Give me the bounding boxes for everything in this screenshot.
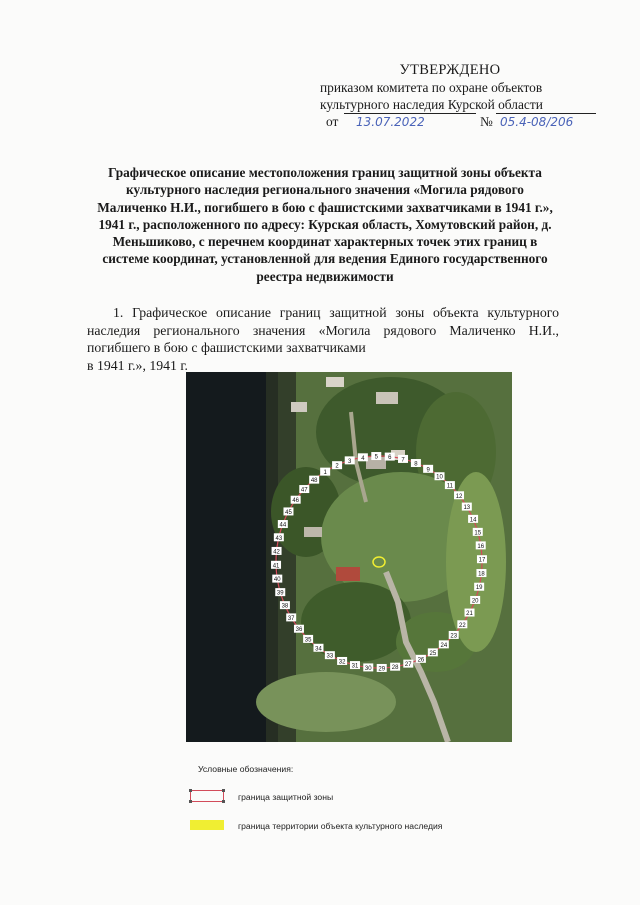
boundary-point-label: 25 bbox=[429, 650, 437, 657]
paragraph-last-line: в 1941 г.», 1941 г. bbox=[87, 357, 188, 373]
boundary-point-label: 39 bbox=[276, 590, 284, 597]
boundary-point-label: 7 bbox=[401, 457, 405, 464]
approval-stamp bbox=[300, 62, 600, 131]
boundary-point-label: 23 bbox=[450, 633, 458, 640]
boundary-point-label: 1 bbox=[323, 470, 327, 477]
boundary-point-label: 47 bbox=[300, 487, 308, 494]
boundary-point-label: 13 bbox=[463, 505, 471, 512]
boundary-point-label: 48 bbox=[310, 478, 318, 485]
boundary-point-label: 18 bbox=[478, 571, 485, 578]
boundary-point-label: 8 bbox=[414, 461, 418, 468]
boundary-point-label: 33 bbox=[326, 653, 334, 660]
date-handwritten: 13.07.2022 bbox=[356, 115, 425, 129]
satellite-map bbox=[186, 372, 512, 742]
boundary-point-label: 29 bbox=[378, 666, 386, 673]
boundary-point-label: 36 bbox=[295, 627, 303, 634]
boundary-point-label: 44 bbox=[279, 522, 287, 529]
boundary-point-label: 24 bbox=[440, 642, 448, 649]
boundary-point-label: 42 bbox=[273, 549, 280, 556]
boundary-point-label: 41 bbox=[272, 563, 280, 570]
legend-item-heritage-boundary: граница территории объекта культурного наследия bbox=[238, 821, 443, 831]
boundary-point-label: 5 bbox=[374, 454, 378, 461]
boundary-point-label: 20 bbox=[471, 598, 479, 605]
boundary-point-label: 14 bbox=[469, 517, 477, 524]
boundary-point-label: 2 bbox=[335, 463, 339, 470]
boundary-point-label: 30 bbox=[364, 665, 372, 672]
boundary-point-label: 21 bbox=[466, 611, 473, 618]
boundary-point-label: 6 bbox=[388, 455, 392, 462]
section-1-paragraph bbox=[87, 304, 559, 374]
boundary-point-label: 11 bbox=[446, 483, 454, 490]
heritage-boundary-swatch bbox=[190, 820, 224, 830]
boundary-point-label: 9 bbox=[426, 467, 430, 474]
legend-title: Условные обозначения: bbox=[198, 764, 294, 774]
boundary-point-label: 12 bbox=[455, 493, 463, 500]
approval-date-line bbox=[300, 113, 600, 131]
approval-line-2: культурного наследия Курской области bbox=[320, 97, 543, 112]
boundary-point-label: 37 bbox=[287, 615, 295, 622]
legend-item-zone-boundary: граница защитной зоны bbox=[238, 792, 334, 802]
document-heading: Графическое описание местоположения границ защитной зоны объекта культурного наследия регионального значения «Могила рядового Маличенко Н.И., погибшего в бою с фашистскими захватчиками в 1941 г.», 1941 г., расположенного по адресу: Курская область, Хомутовский район, д. Меньшиково, с перечнем координат характерных точек этих границ в системе координат, установленной для ведения Единого государственного реестра недвижимости bbox=[97, 165, 553, 284]
boundary-point-label: 17 bbox=[478, 557, 486, 564]
boundary-point-label: 34 bbox=[315, 646, 322, 653]
boundary-point-label: 45 bbox=[285, 509, 292, 516]
date-underline bbox=[344, 113, 476, 114]
zone-boundary-swatch bbox=[190, 790, 224, 802]
approval-title: УТВЕРЖДЕНО bbox=[399, 62, 501, 78]
number-underline bbox=[496, 113, 596, 114]
boundary-point-label: 31 bbox=[351, 663, 359, 670]
boundary-point-label: 10 bbox=[436, 474, 443, 481]
boundary-point-label: 4 bbox=[361, 455, 365, 462]
boundary-point-label: 40 bbox=[273, 577, 281, 584]
boundary-point-label: 27 bbox=[404, 662, 412, 669]
boundary-point-label: 38 bbox=[281, 603, 289, 610]
number-prefix: № bbox=[480, 114, 493, 129]
boundary-point-label: 22 bbox=[458, 622, 466, 629]
approval-line-1: приказом комитета по охране объектов bbox=[320, 80, 543, 95]
boundary-point-label: 43 bbox=[275, 535, 283, 542]
boundary-point-label: 32 bbox=[338, 659, 346, 666]
paragraph-text: 1. Графическое описание границ защитной зоны объекта культурного наследия регионального значения «Могила рядового Маличенко Н.И., погибшего в бою с фашистскими захватчиками bbox=[87, 305, 559, 355]
boundary-point-label: 46 bbox=[292, 498, 300, 505]
boundary-point-label: 28 bbox=[391, 665, 399, 672]
boundary-point-label: 16 bbox=[477, 543, 485, 550]
boundary-point-label: 19 bbox=[475, 585, 483, 592]
date-prefix: от bbox=[326, 114, 339, 129]
boundary-point-label: 35 bbox=[304, 637, 312, 644]
boundary-point-label: 3 bbox=[348, 458, 352, 465]
boundary-point-label: 15 bbox=[474, 530, 482, 537]
boundary-point-label: 26 bbox=[417, 657, 425, 664]
number-handwritten: 05.4-08/206 bbox=[500, 115, 574, 129]
